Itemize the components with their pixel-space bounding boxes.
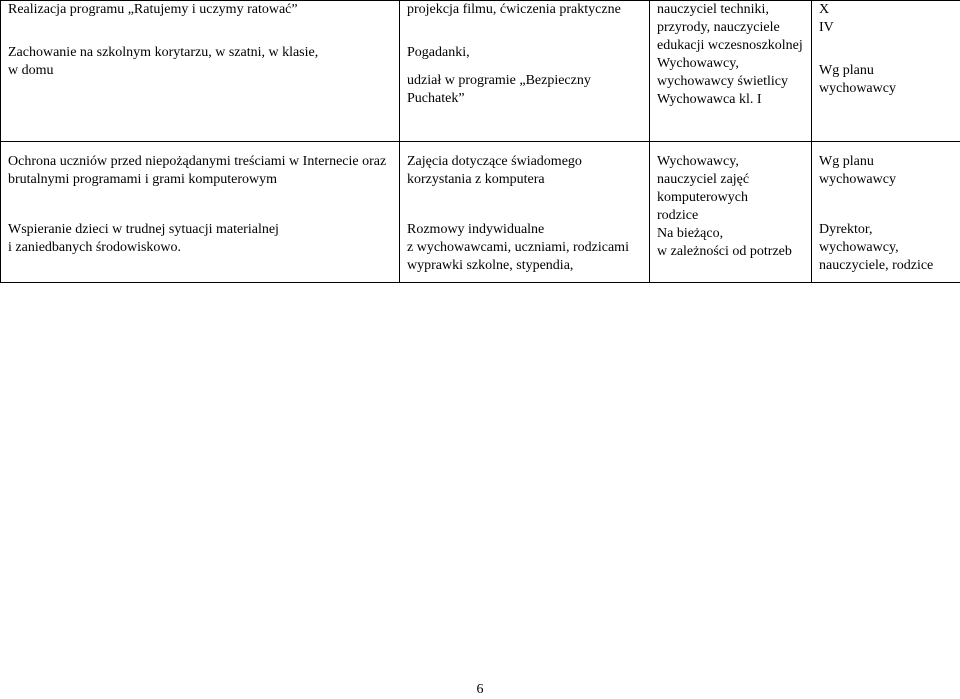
responsible-entry: Wychowawcy, wychowawcy świetlicy Wychowawca kl. I (657, 55, 805, 109)
responsible-cell (650, 1, 812, 142)
task-entry: Realizacja programu „Ratujemy i uczymy ratować” (8, 1, 393, 19)
task-cell (1, 142, 400, 283)
responsible-entry: Na bieżąco, w zależności od potrzeb (657, 225, 805, 261)
responsible-cell (650, 142, 812, 283)
term-entry: Wg planu wychowawcy (819, 153, 954, 189)
plan-table (0, 0, 960, 283)
task-cell (1, 1, 400, 142)
method-entry: Rozmowy indywidualne z wychowawcami, uczniami, rodzicami wyprawki szkolne, stypendia, (407, 221, 643, 275)
term-entry: Wg planu wychowawcy (819, 62, 954, 98)
responsible-entry: Wychowawcy, nauczyciel zajęć komputerowych rodzice (657, 153, 805, 225)
method-entry: Pogadanki, (407, 44, 643, 62)
task-entry: Wspieranie dzieci w trudnej sytuacji materialnej i zaniedbanych środowiskowo. (8, 221, 393, 257)
method-cell (400, 1, 650, 142)
term-cell (812, 1, 960, 142)
table-row (1, 142, 960, 283)
task-entry: Zachowanie na szkolnym korytarzu, w szatni, w klasie, w domu (8, 44, 393, 80)
method-entry: projekcja filmu, ćwiczenia praktyczne (407, 1, 643, 19)
task-entry: Ochrona uczniów przed niepożądanymi treściami w Internecie oraz brutalnymi programami i grami komputerowym (8, 153, 393, 189)
method-entry: Zajęcia dotyczące świadomego korzystania z komputera (407, 153, 643, 189)
method-cell (400, 142, 650, 283)
term-entry: Dyrektor, wychowawcy, nauczyciele, rodzice (819, 221, 954, 275)
term-cell (812, 142, 960, 283)
term-entry: X IV (819, 1, 954, 37)
table-row (1, 1, 960, 142)
responsible-entry: nauczyciel techniki, przyrody, nauczyciele edukacji wczesnoszkolnej (657, 1, 805, 55)
method-entry: udział w programie „Bezpieczny Puchatek” (407, 72, 643, 108)
page-number: 6 (0, 681, 960, 699)
